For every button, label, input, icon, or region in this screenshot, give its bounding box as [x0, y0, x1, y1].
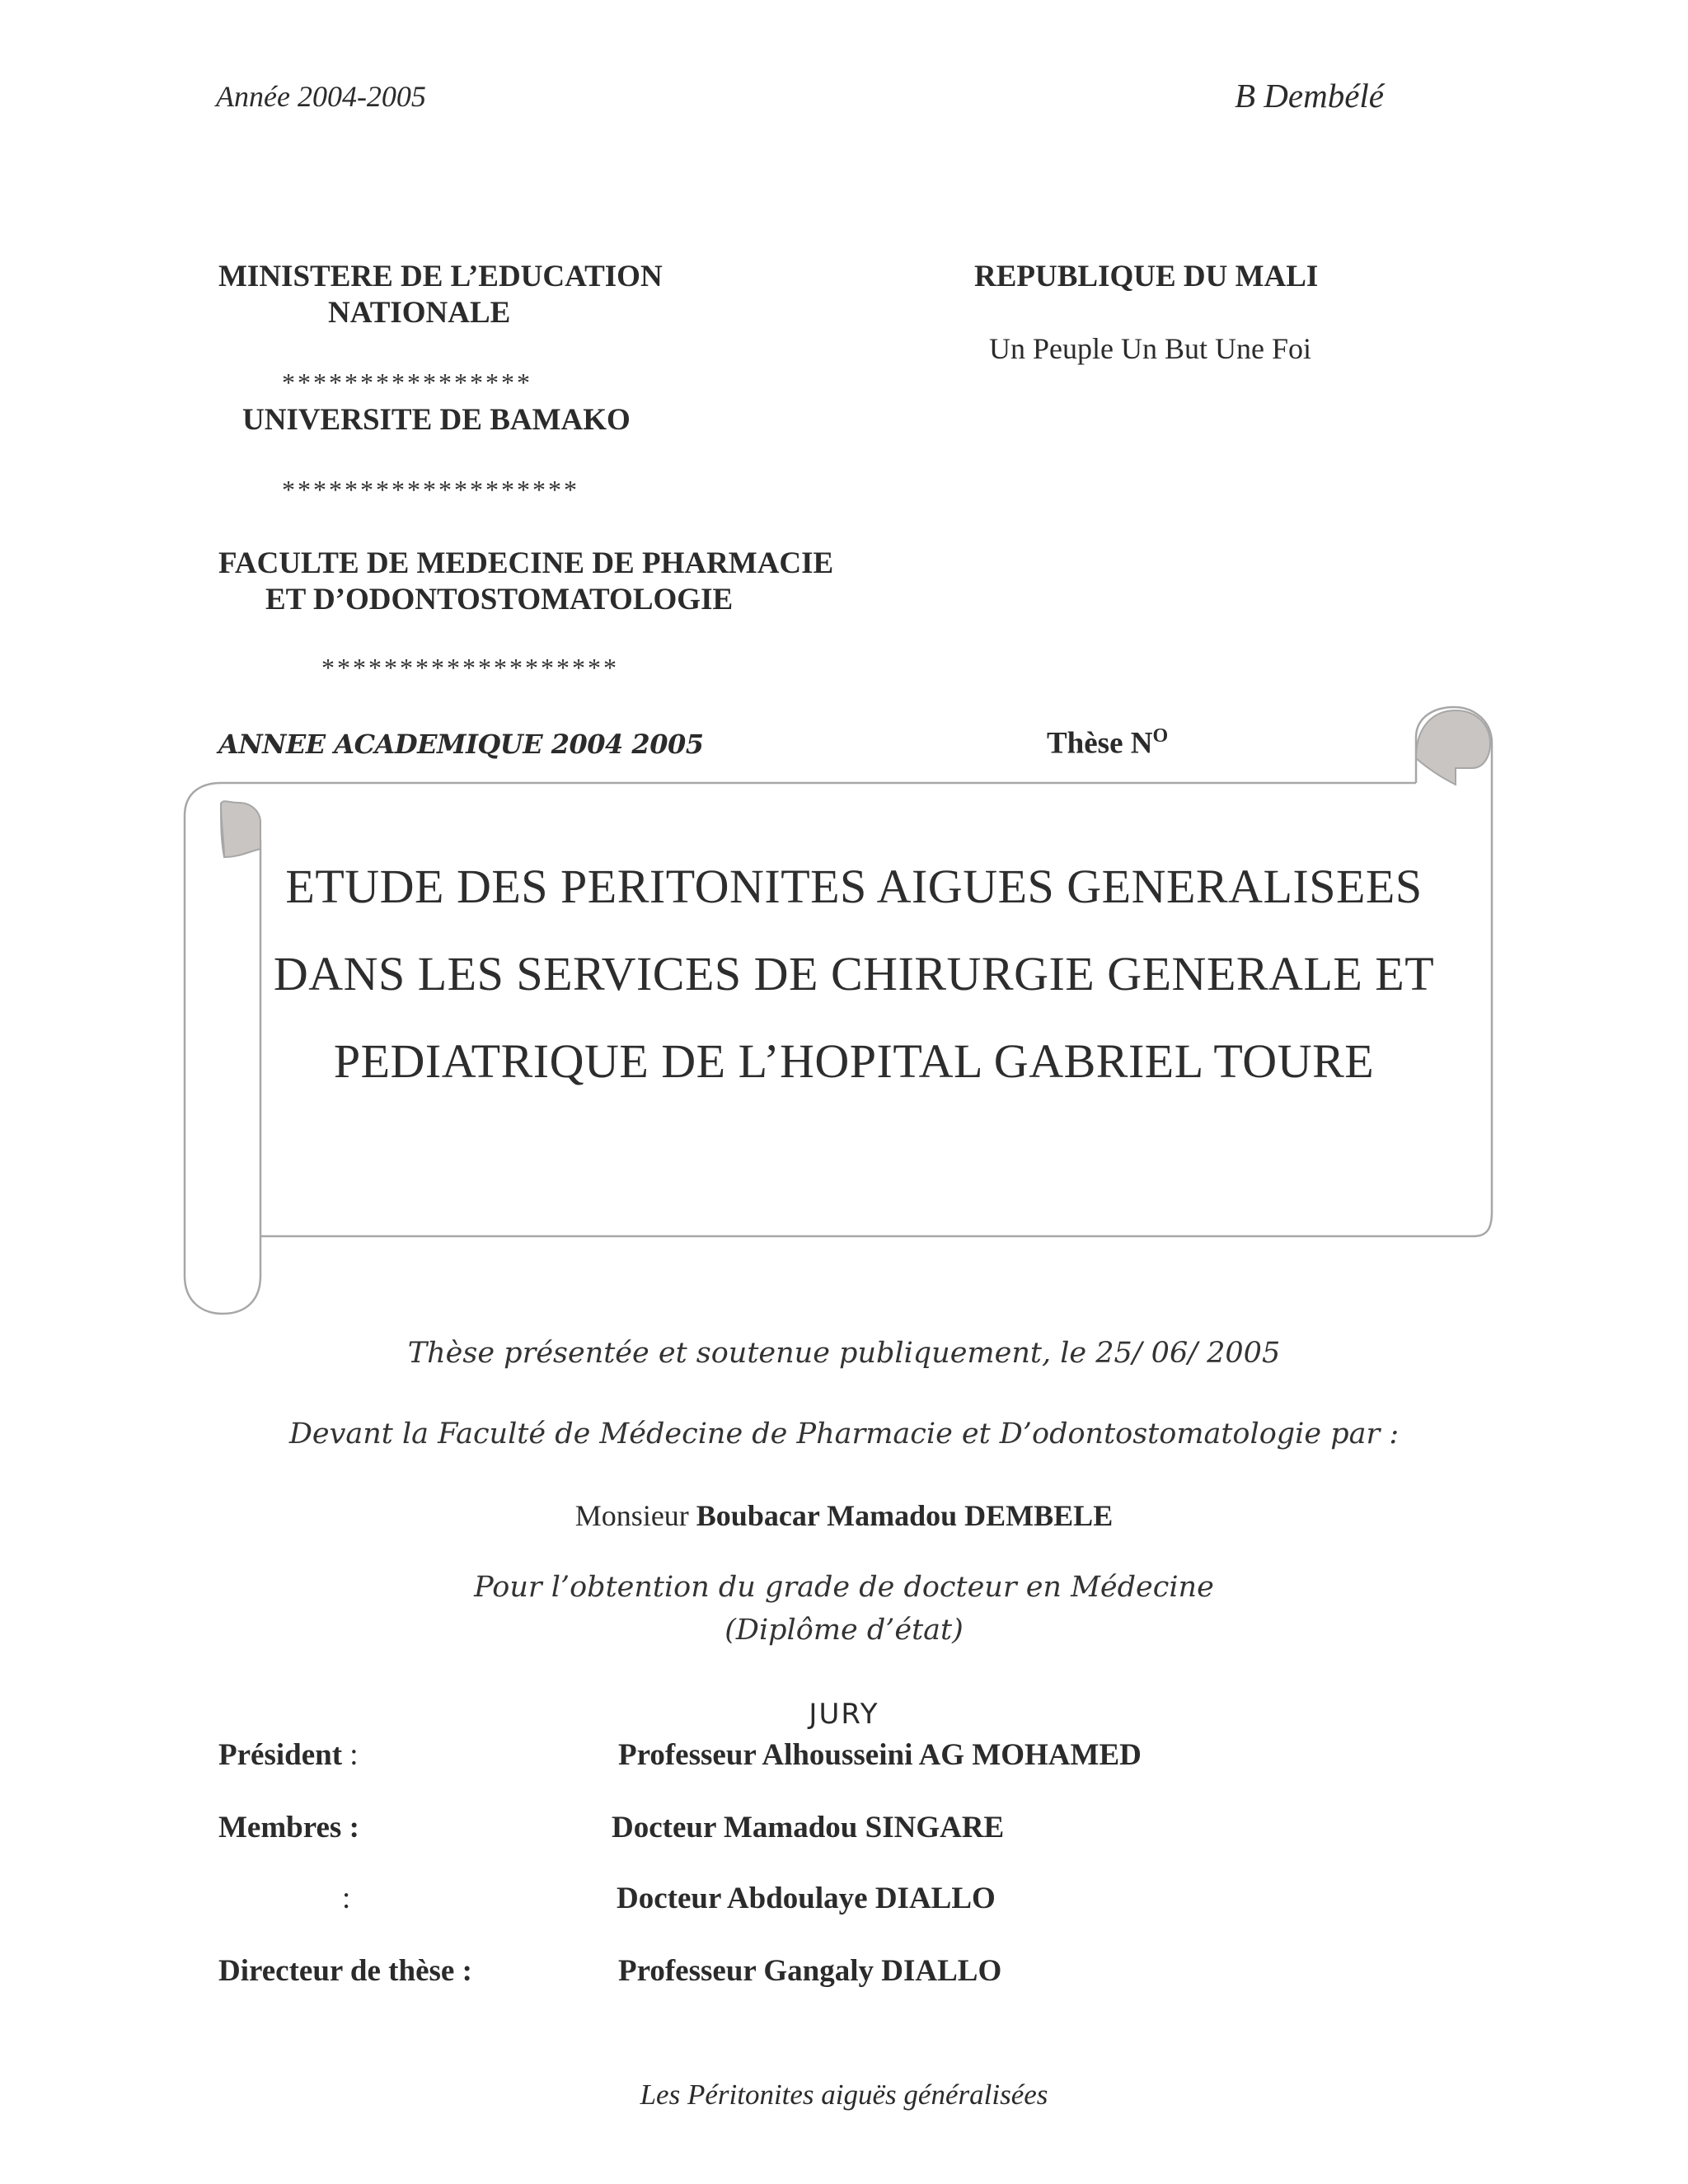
jury-name: Professeur Alhousseini AG MOHAMED — [618, 1738, 1142, 1772]
thesis-title-line-3: PEDIATRIQUE DE L’HOPITAL GABRIEL TOURE — [333, 1034, 1375, 1088]
separator-stars-2: ******************* — [282, 475, 579, 504]
ministry-line-1: MINISTERE DE L’EDUCATION — [218, 260, 663, 293]
header-author: B Dembélé — [1235, 77, 1384, 115]
thesis-title-line-2: DANS LES SERVICES DE CHIRURGIE GENERALE ET — [273, 947, 1435, 1001]
footer-running-title: Les Péritonites aiguës généralisées — [640, 2079, 1048, 2111]
thesis-title-line-1: ETUDE DES PERITONITES AIGUES GENERALISEES — [285, 860, 1423, 913]
candidate-prefix: Monsieur — [574, 1499, 689, 1532]
candidate-name: Boubacar Mamadou DEMBELE — [696, 1499, 1114, 1532]
jury-role: : — [342, 1882, 351, 1915]
republic-name: REPUBLIQUE DU MALI — [974, 260, 1319, 293]
jury-heading: JURY — [809, 1698, 879, 1731]
jury-name: Professeur Gangaly DIALLO — [618, 1954, 1002, 1988]
jury-role: Membres : — [218, 1811, 359, 1844]
faculty-line-2: ET D’ODONTOSTOMATOLOGIE — [265, 583, 734, 616]
presentation-line-2: Devant la Faculté de Médecine de Pharmacie et D’odontostomatologie par : — [288, 1418, 1400, 1451]
right-curl — [1416, 710, 1490, 785]
presentation-line-1: Thèse présentée et soutenue publiquement, le 25/ 06/ 2005 — [407, 1337, 1281, 1370]
separator-stars-1: **************** — [282, 368, 532, 397]
republic-motto: Un Peuple Un But Une Foi — [989, 332, 1311, 365]
jury-row-president — [218, 1737, 359, 1773]
header-year: Année 2004-2005 — [216, 80, 426, 113]
jury-role: Président — [218, 1738, 343, 1772]
jury-name: Docteur Abdoulaye DIALLO — [617, 1882, 996, 1915]
left-curl — [221, 801, 260, 857]
jury-role: Directeur de thèse : — [218, 1954, 472, 1988]
separator-stars-3: ******************* — [321, 653, 619, 682]
these-number-label: Thèse N — [1047, 726, 1153, 761]
jury-name: Docteur Mamadou SINGARE — [612, 1811, 1005, 1844]
jury-role-suffix: : — [342, 1738, 359, 1772]
candidate-line — [0, 1498, 1688, 1533]
university-name: UNIVERSITE DE BAMAKO — [242, 403, 631, 437]
grade-line-2: (Diplôme d’état) — [724, 1614, 964, 1647]
faculty-line-1: FACULTE DE MEDECINE DE PHARMACIE — [218, 546, 834, 580]
ministry-line-2: NATIONALE — [328, 296, 511, 330]
grade-line-1: Pour l’obtention du grade de docteur en Médecine — [474, 1571, 1214, 1604]
these-number-sup: O — [1152, 725, 1169, 747]
academic-year: ANNEE ACADEMIQUE 2004 2005 — [218, 729, 704, 760]
